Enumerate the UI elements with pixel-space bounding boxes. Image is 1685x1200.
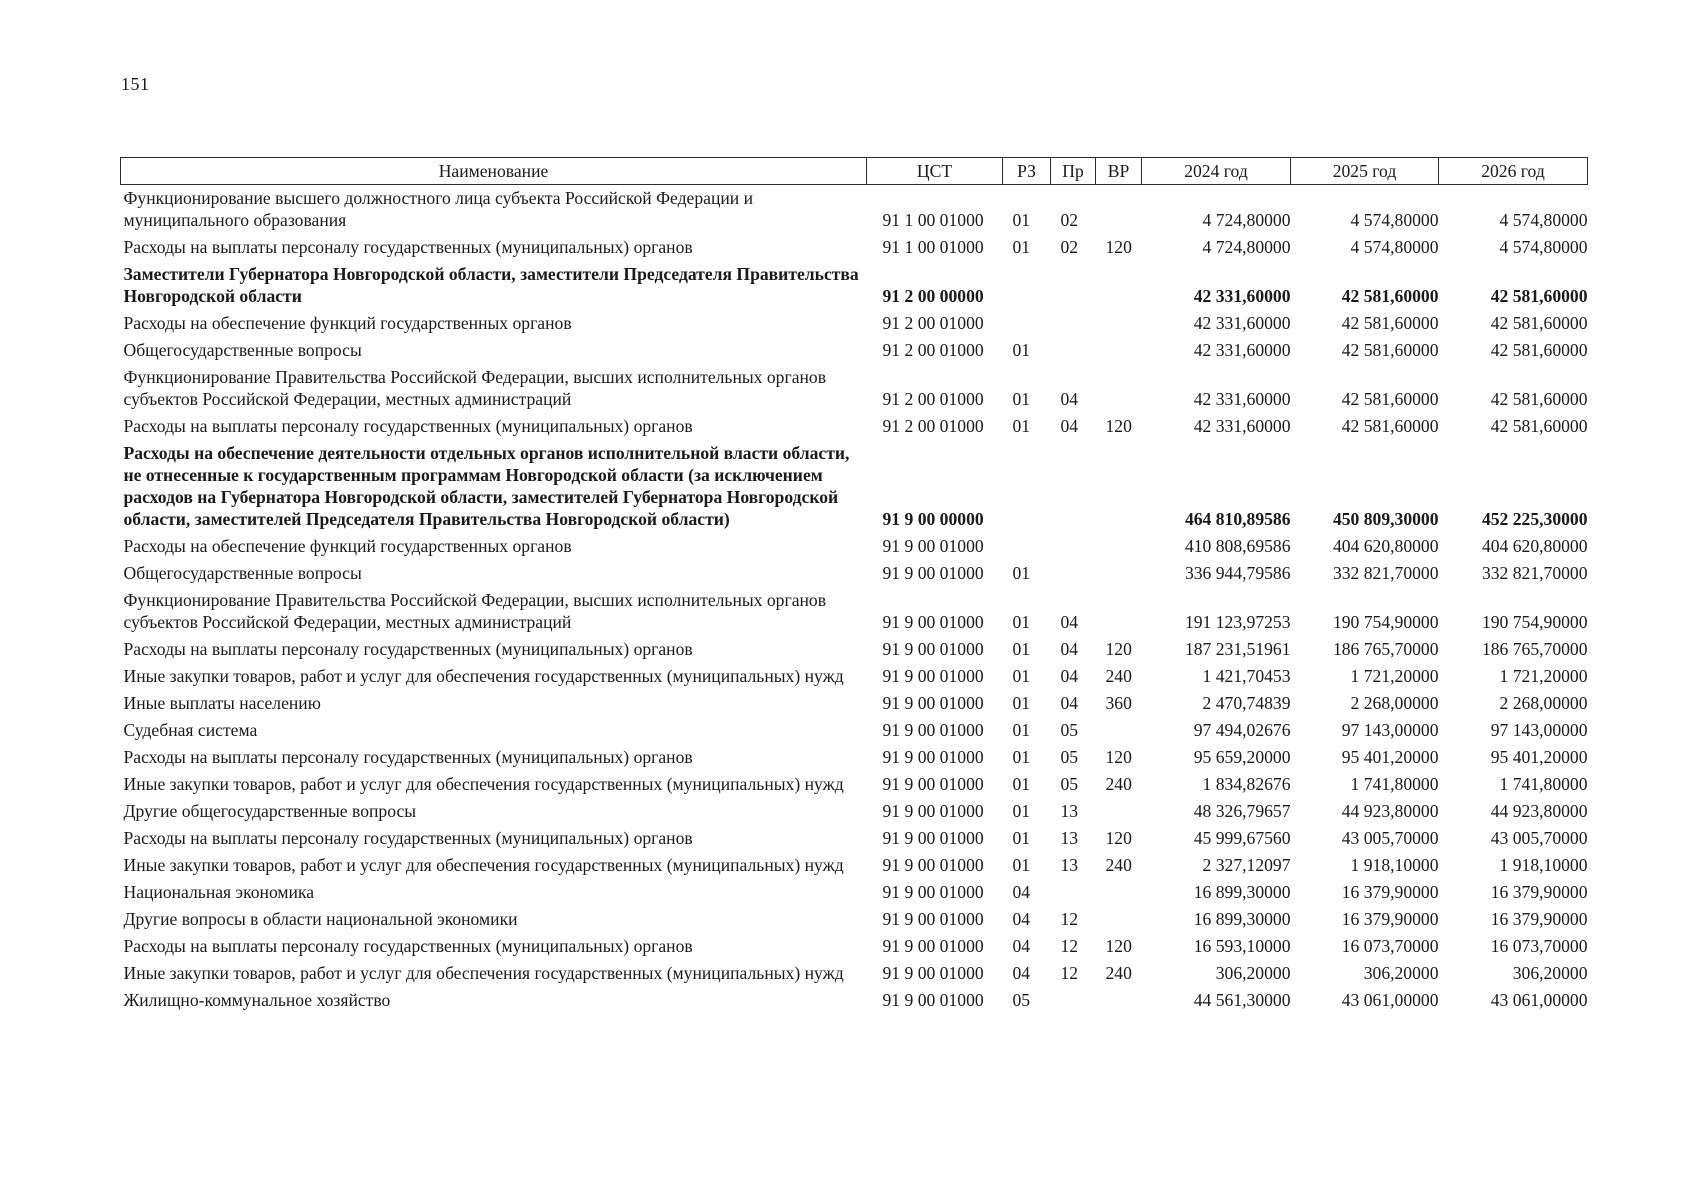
table-row	[121, 440, 1588, 533]
row-vr: 240	[1105, 666, 1132, 686]
row-vr: 240	[1105, 774, 1132, 794]
row-name: Общегосударственные вопросы	[123, 563, 362, 583]
row-2024: 410 808,69586	[1184, 536, 1291, 556]
row-pr: 12	[1060, 963, 1079, 983]
table-row	[121, 744, 1588, 771]
row-rz: 01	[1012, 237, 1031, 257]
row-pr	[1051, 879, 1096, 906]
row-vr: 240	[1105, 963, 1132, 983]
row-2024: 42 331,60000	[1193, 389, 1291, 409]
row-pr	[1051, 440, 1096, 533]
row-2026: 332 821,70000	[1481, 563, 1588, 583]
row-vr	[1096, 185, 1142, 235]
table-row	[121, 413, 1588, 440]
row-2024: 4 724,80000	[1202, 210, 1291, 230]
row-2025: 16 073,70000	[1341, 936, 1439, 956]
row-name: Иные закупки товаров, работ и услуг для обеспечения государственных (муниципальных) нужд	[123, 855, 844, 875]
table-row	[121, 310, 1588, 337]
row-2026: 4 574,80000	[1499, 237, 1588, 257]
table-row	[121, 185, 1588, 235]
row-vr	[1096, 717, 1142, 744]
row-2024: 2 470,74839	[1202, 693, 1291, 713]
row-rz	[1003, 533, 1051, 560]
row-cst: 91 9 00 01000	[882, 612, 984, 632]
table-row	[121, 234, 1588, 261]
row-2026: 16 379,90000	[1490, 909, 1588, 929]
row-pr: 04	[1060, 612, 1079, 632]
row-2026: 95 401,20000	[1490, 747, 1588, 767]
row-2025: 44 923,80000	[1341, 801, 1439, 821]
row-rz: 04	[1012, 909, 1031, 929]
row-pr: 02	[1060, 210, 1079, 230]
row-rz: 01	[1012, 801, 1031, 821]
row-2026: 4 574,80000	[1499, 210, 1588, 230]
row-pr: 12	[1060, 909, 1079, 929]
row-2025: 97 143,00000	[1341, 720, 1439, 740]
row-rz	[1003, 261, 1051, 310]
row-rz: 01	[1012, 340, 1031, 360]
row-name: Другие общегосударственные вопросы	[123, 801, 417, 821]
row-name: Иные закупки товаров, работ и услуг для обеспечения государственных (муниципальных) нужд	[123, 963, 844, 983]
row-name: Функционирование Правительства Российской Федерации, высших исполнительных органов субъектов Российской Федерации, местных администраций	[123, 367, 827, 409]
row-2026: 1 741,80000	[1499, 774, 1588, 794]
row-2026: 43 005,70000	[1490, 828, 1588, 848]
row-rz: 01	[1012, 720, 1031, 740]
table-row	[121, 587, 1588, 636]
row-name: Общегосударственные вопросы	[123, 340, 362, 360]
row-pr	[1051, 261, 1096, 310]
row-2025: 1 741,80000	[1350, 774, 1439, 794]
row-2024: 2 327,12097	[1202, 855, 1291, 875]
row-2024: 42 331,60000	[1193, 340, 1291, 360]
row-vr	[1096, 364, 1142, 413]
row-2026: 42 581,60000	[1490, 313, 1588, 333]
row-2025: 42 581,60000	[1341, 389, 1439, 409]
table-row	[121, 987, 1588, 1014]
row-2024: 95 659,20000	[1193, 747, 1291, 767]
row-2025: 42 581,60000	[1341, 286, 1439, 306]
row-vr	[1096, 879, 1142, 906]
row-vr	[1096, 560, 1142, 587]
page-number: 151	[121, 74, 150, 94]
row-name: Жилищно-коммунальное хозяйство	[123, 990, 391, 1010]
row-cst: 91 9 00 01000	[882, 774, 984, 794]
row-name: Расходы на выплаты персоналу государственных (муниципальных) органов	[123, 237, 693, 257]
row-2024: 16 899,30000	[1193, 882, 1291, 902]
row-2026: 1 918,10000	[1499, 855, 1588, 875]
row-vr	[1096, 798, 1142, 825]
row-2026: 42 581,60000	[1490, 389, 1588, 409]
row-rz: 01	[1012, 666, 1031, 686]
table-row	[121, 798, 1588, 825]
row-cst: 91 2 00 00000	[882, 286, 984, 306]
row-cst: 91 9 00 01000	[882, 882, 984, 902]
row-vr	[1096, 310, 1142, 337]
row-name: Расходы на выплаты персоналу государственных (муниципальных) органов	[123, 639, 693, 659]
row-2025: 190 754,90000	[1332, 612, 1439, 632]
row-cst: 91 9 00 01000	[882, 536, 984, 556]
row-rz: 05	[1012, 990, 1031, 1010]
row-2026: 42 581,60000	[1490, 286, 1588, 306]
row-2025: 42 581,60000	[1341, 313, 1439, 333]
row-2026: 306,20000	[1512, 963, 1588, 983]
row-cst: 91 9 00 01000	[882, 936, 984, 956]
row-pr: 04	[1060, 639, 1079, 659]
row-vr	[1096, 987, 1142, 1014]
row-vr: 120	[1105, 237, 1132, 257]
row-2026: 1 721,20000	[1499, 666, 1588, 686]
row-2024: 44 561,30000	[1193, 990, 1291, 1010]
row-vr: 240	[1105, 855, 1132, 875]
row-2026: 42 581,60000	[1490, 416, 1588, 436]
table-row	[121, 879, 1588, 906]
row-pr: 13	[1060, 828, 1079, 848]
row-cst: 91 2 00 01000	[882, 340, 984, 360]
row-pr: 05	[1060, 747, 1079, 767]
table-row	[121, 933, 1588, 960]
row-vr: 120	[1105, 639, 1132, 659]
row-2026: 43 061,00000	[1490, 990, 1588, 1010]
row-name: Расходы на выплаты персоналу государственных (муниципальных) органов	[123, 828, 693, 848]
row-vr	[1096, 440, 1142, 533]
row-cst: 91 9 00 01000	[882, 963, 984, 983]
row-rz: 01	[1012, 828, 1031, 848]
row-rz: 01	[1012, 612, 1031, 632]
row-2024: 1 834,82676	[1202, 774, 1291, 794]
row-rz	[1003, 310, 1051, 337]
header-vr: ВР	[1096, 158, 1142, 185]
row-pr: 04	[1060, 693, 1079, 713]
row-name: Расходы на обеспечение деятельности отдельных органов исполнительной власти области, не отнесенные к государственным программам Новгородской области (за исключением расходов на Губернатора Новгородской области, заместителей Губернатора Новгородской области, заместителей Председателя Правительства Новгородской области)	[123, 443, 850, 529]
table-row	[121, 771, 1588, 798]
row-2026: 2 268,00000	[1499, 693, 1588, 713]
row-name: Иные закупки товаров, работ и услуг для обеспечения государственных (муниципальных) нужд	[123, 774, 844, 794]
row-rz: 04	[1012, 882, 1031, 902]
row-pr	[1051, 560, 1096, 587]
row-2025: 43 005,70000	[1341, 828, 1439, 848]
row-rz: 01	[1012, 210, 1031, 230]
row-rz: 01	[1012, 774, 1031, 794]
row-2025: 306,20000	[1363, 963, 1439, 983]
table-row	[121, 717, 1588, 744]
row-pr: 05	[1060, 720, 1079, 740]
row-2025: 16 379,90000	[1341, 882, 1439, 902]
row-cst: 91 9 00 01000	[882, 747, 984, 767]
row-2024: 1 421,70453	[1202, 666, 1291, 686]
row-cst: 91 9 00 01000	[882, 666, 984, 686]
row-pr: 04	[1060, 666, 1079, 686]
table-row	[121, 560, 1588, 587]
table-row	[121, 825, 1588, 852]
row-cst: 91 9 00 00000	[882, 509, 984, 529]
row-pr	[1051, 987, 1096, 1014]
row-rz: 01	[1012, 389, 1031, 409]
header-name: Наименование	[121, 158, 867, 185]
row-name: Расходы на выплаты персоналу государственных (муниципальных) органов	[123, 747, 693, 767]
row-vr	[1096, 533, 1142, 560]
row-rz: 01	[1012, 639, 1031, 659]
row-cst: 91 1 00 01000	[882, 237, 984, 257]
row-2025: 332 821,70000	[1332, 563, 1439, 583]
budget-table	[120, 157, 1588, 1014]
row-pr: 02	[1060, 237, 1079, 257]
row-pr	[1051, 337, 1096, 364]
row-name: Другие вопросы в области национальной экономики	[123, 909, 518, 929]
row-vr: 120	[1105, 416, 1132, 436]
row-rz: 04	[1012, 936, 1031, 956]
row-cst: 91 9 00 01000	[882, 990, 984, 1010]
row-2026: 452 225,30000	[1481, 509, 1588, 529]
row-vr: 120	[1105, 747, 1132, 767]
row-rz: 01	[1012, 747, 1031, 767]
row-2026: 16 073,70000	[1490, 936, 1588, 956]
table-row	[121, 906, 1588, 933]
header-2024: 2024 год	[1142, 158, 1291, 185]
row-cst: 91 9 00 01000	[882, 639, 984, 659]
row-2025: 1 918,10000	[1350, 855, 1439, 875]
row-name: Иные закупки товаров, работ и услуг для обеспечения государственных (муниципальных) нужд	[123, 666, 844, 686]
row-cst: 91 9 00 01000	[882, 801, 984, 821]
row-rz: 01	[1012, 416, 1031, 436]
row-2024: 191 123,97253	[1184, 612, 1291, 632]
table-row	[121, 261, 1588, 310]
row-pr: 12	[1060, 936, 1079, 956]
header-rz: РЗ	[1003, 158, 1051, 185]
row-2026: 97 143,00000	[1490, 720, 1588, 740]
row-rz	[1003, 440, 1051, 533]
row-2024: 16 593,10000	[1193, 936, 1291, 956]
row-2025: 42 581,60000	[1341, 340, 1439, 360]
row-pr: 13	[1060, 801, 1079, 821]
row-2026: 404 620,80000	[1481, 536, 1588, 556]
table-row	[121, 852, 1588, 879]
header-2026: 2026 год	[1439, 158, 1588, 185]
row-cst: 91 1 00 01000	[882, 210, 984, 230]
row-rz: 01	[1012, 855, 1031, 875]
header-pr: Пр	[1051, 158, 1096, 185]
row-name: Судебная система	[123, 720, 258, 740]
row-name: Расходы на обеспечение функций государственных органов	[123, 536, 572, 556]
row-2026: 186 765,70000	[1481, 639, 1588, 659]
row-2024: 45 999,67560	[1193, 828, 1291, 848]
header-cst: ЦСТ	[867, 158, 1003, 185]
row-name: Расходы на выплаты персоналу государственных (муниципальных) органов	[123, 936, 693, 956]
row-2026: 16 379,90000	[1490, 882, 1588, 902]
row-2024: 464 810,89586	[1184, 509, 1291, 529]
row-2025: 4 574,80000	[1350, 210, 1439, 230]
table-row	[121, 533, 1588, 560]
row-name: Расходы на выплаты персоналу государственных (муниципальных) органов	[123, 416, 693, 436]
row-vr	[1096, 337, 1142, 364]
row-2025: 450 809,30000	[1332, 509, 1439, 529]
table-row	[121, 364, 1588, 413]
table-header-row	[121, 158, 1588, 185]
row-2024: 42 331,60000	[1193, 286, 1291, 306]
row-cst: 91 2 00 01000	[882, 416, 984, 436]
row-2025: 404 620,80000	[1332, 536, 1439, 556]
row-2025: 16 379,90000	[1341, 909, 1439, 929]
row-rz: 01	[1012, 563, 1031, 583]
row-2024: 187 231,51961	[1184, 639, 1291, 659]
row-2025: 42 581,60000	[1341, 416, 1439, 436]
row-2024: 48 326,79657	[1193, 801, 1291, 821]
row-rz: 01	[1012, 693, 1031, 713]
row-name: Иные выплаты населению	[123, 693, 321, 713]
row-2026: 44 923,80000	[1490, 801, 1588, 821]
row-pr	[1051, 533, 1096, 560]
table-row	[121, 636, 1588, 663]
row-2025: 186 765,70000	[1332, 639, 1439, 659]
row-vr	[1096, 906, 1142, 933]
row-name: Расходы на обеспечение функций государственных органов	[123, 313, 572, 333]
row-2025: 1 721,20000	[1350, 666, 1439, 686]
row-2025: 43 061,00000	[1341, 990, 1439, 1010]
row-name: Заместители Губернатора Новгородской области, заместители Председателя Правительства Новгородской области	[123, 264, 859, 306]
header-2025: 2025 год	[1291, 158, 1439, 185]
row-2024: 306,20000	[1215, 963, 1291, 983]
row-vr	[1096, 587, 1142, 636]
row-cst: 91 9 00 01000	[882, 563, 984, 583]
row-cst: 91 2 00 01000	[882, 313, 984, 333]
row-vr: 360	[1105, 693, 1132, 713]
row-pr: 04	[1060, 389, 1079, 409]
row-2026: 190 754,90000	[1481, 612, 1588, 632]
row-2024: 16 899,30000	[1193, 909, 1291, 929]
row-2024: 336 944,79586	[1184, 563, 1291, 583]
table-row	[121, 337, 1588, 364]
row-2026: 42 581,60000	[1490, 340, 1588, 360]
row-vr: 120	[1105, 828, 1132, 848]
row-2024: 97 494,02676	[1193, 720, 1291, 740]
table-row	[121, 690, 1588, 717]
row-cst: 91 9 00 01000	[882, 909, 984, 929]
row-2024: 42 331,60000	[1193, 313, 1291, 333]
row-vr	[1096, 261, 1142, 310]
table-row	[121, 960, 1588, 987]
row-pr: 05	[1060, 774, 1079, 794]
row-cst: 91 9 00 01000	[882, 828, 984, 848]
row-name: Функционирование Правительства Российской Федерации, высших исполнительных органов субъектов Российской Федерации, местных администраций	[123, 590, 827, 632]
row-pr	[1051, 310, 1096, 337]
table-row	[121, 663, 1588, 690]
row-2025: 2 268,00000	[1350, 693, 1439, 713]
row-cst: 91 2 00 01000	[882, 389, 984, 409]
row-2024: 42 331,60000	[1193, 416, 1291, 436]
row-2025: 95 401,20000	[1341, 747, 1439, 767]
row-rz: 04	[1012, 963, 1031, 983]
table-body	[121, 185, 1588, 1015]
row-cst: 91 9 00 01000	[882, 693, 984, 713]
row-cst: 91 9 00 01000	[882, 720, 984, 740]
row-pr: 13	[1060, 855, 1079, 875]
row-cst: 91 9 00 01000	[882, 855, 984, 875]
row-vr: 120	[1105, 936, 1132, 956]
row-name: Функционирование высшего должностного лица субъекта Российской Федерации и муниципального образования	[123, 188, 753, 230]
row-2024: 4 724,80000	[1202, 237, 1291, 257]
row-2025: 4 574,80000	[1350, 237, 1439, 257]
row-pr: 04	[1060, 416, 1079, 436]
row-name: Национальная экономика	[123, 882, 315, 902]
